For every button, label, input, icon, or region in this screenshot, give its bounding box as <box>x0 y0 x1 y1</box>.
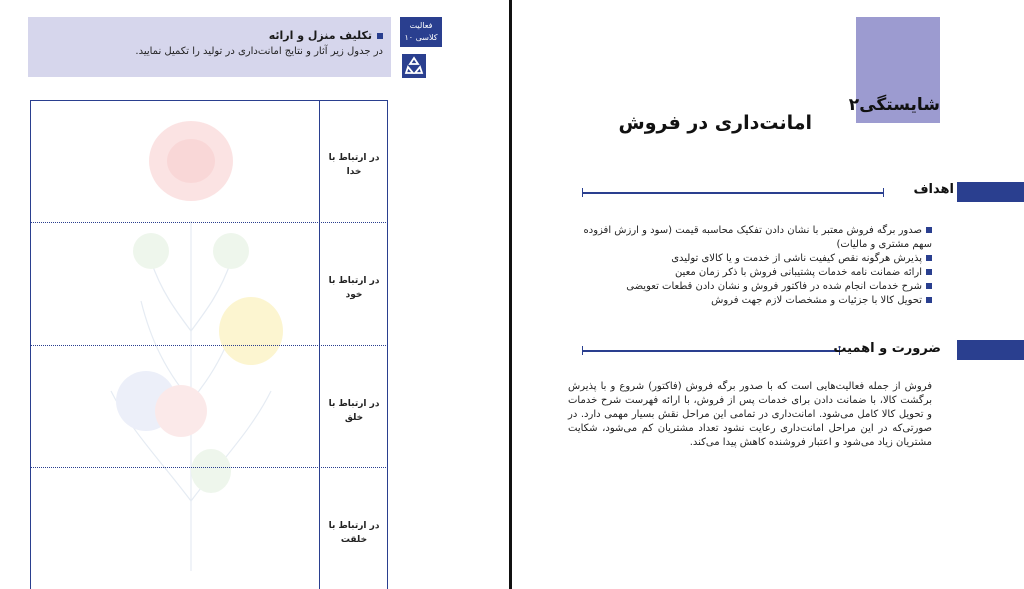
table-row-label <box>320 397 388 425</box>
goal-item <box>572 266 932 280</box>
bullet-square-icon <box>926 255 932 261</box>
goal-item <box>572 224 932 252</box>
activity-table <box>30 100 388 589</box>
goal-item <box>572 252 932 266</box>
activity-tag <box>400 17 442 47</box>
row-label-line1: در ارتباط با <box>328 521 380 531</box>
goal-text: صدور برگه فروش معتبر با نشان دادن تفکیک محاسبه قیمت (سود و ارزش افزوده سهم مشتری و مالیات) <box>583 225 932 250</box>
importance-paragraph: فروش از جمله فعالیت‌هایی است که با صدور برگه فروش (فاکتور) شروع و با پذیرش برگشت کالا، با ضمانت دادن برای خدمات پس از فروش، با ارائه فهرست شرح خدمات و تحویل کالا کامل می‌شود. امانت‌داری در تمامی این مراحل نقش بسیار مهمی دارد. در صورتی‌که در این مراحل امانت‌داری رعایت نشود تعداد مشتریان کم می‌شود، شکایت مشتریان زیاد می‌شود و اعتبار فروشنده کاهش پیدا می‌کند. <box>568 381 932 448</box>
right-page <box>512 0 1024 589</box>
row-label-line2: خود <box>345 290 363 300</box>
row-label-line2: خلق <box>344 413 364 423</box>
row-label-line1: در ارتباط با <box>328 399 380 409</box>
activity-description: در جدول زیر آثار و نتایج امانت‌داری در تولید را تکمیل نمایید. <box>135 46 383 57</box>
row-label-line1: در ارتباط با <box>328 153 380 163</box>
goal-item <box>572 294 932 308</box>
section-band <box>957 182 1024 202</box>
bullet-square-icon <box>377 33 383 39</box>
chapter-box <box>848 17 940 123</box>
goal-text: شرح خدمات انجام شده در فاکتور فروش و نشان دادن قطعات تعویضی <box>626 281 922 292</box>
table-row-separator <box>31 222 388 223</box>
activity-title-text: تکلیف منزل و ارائه <box>268 29 372 42</box>
section-rule-cap <box>582 346 583 355</box>
goal-text: پذیرش هرگونه نقص کیفیت ناشی از خدمت و یا کالای تولیدی <box>671 253 922 264</box>
row-label-line2: خلقت <box>340 535 368 545</box>
activity-box <box>28 17 391 77</box>
row-label-line2: خدا <box>346 167 362 177</box>
table-row-label <box>320 274 388 302</box>
goal-text: ارائه ضمانت نامه خدمات پشتیبانی فروش با ذکر زمان معین <box>674 267 922 278</box>
importance-heading: ضرورت و اهمیت <box>833 341 941 356</box>
bullet-square-icon <box>926 283 932 289</box>
chapter-label: شایستگی۲ <box>848 95 940 115</box>
floral-watermark <box>91 101 291 581</box>
goal-item <box>572 280 932 294</box>
section-rule <box>582 350 840 352</box>
activity-tag-line1: فعالیت <box>409 21 433 30</box>
bullet-square-icon <box>926 297 932 303</box>
activity-tag-line2: کلاسی ۱۰ <box>404 33 438 42</box>
left-page <box>0 0 509 589</box>
section-rule-cap <box>883 188 884 197</box>
recycle-icon <box>402 54 426 78</box>
goals-list <box>572 224 932 308</box>
table-row-separator <box>31 345 388 346</box>
activity-title <box>269 29 383 42</box>
table-row-label <box>320 519 388 547</box>
goals-heading: اهداف <box>913 182 954 197</box>
chapter-title: امانت‌داری در فروش <box>618 112 812 134</box>
section-band <box>957 340 1024 360</box>
section-rule-cap <box>582 188 583 197</box>
bullet-square-icon <box>926 227 932 233</box>
goal-text: تحویل کالا با جزئیات و مشخصات لازم جهت فروش <box>711 295 922 306</box>
table-row-separator <box>31 467 388 468</box>
section-rule <box>582 192 884 194</box>
table-row-label <box>320 151 388 179</box>
row-label-line1: در ارتباط با <box>328 276 380 286</box>
bullet-square-icon <box>926 269 932 275</box>
